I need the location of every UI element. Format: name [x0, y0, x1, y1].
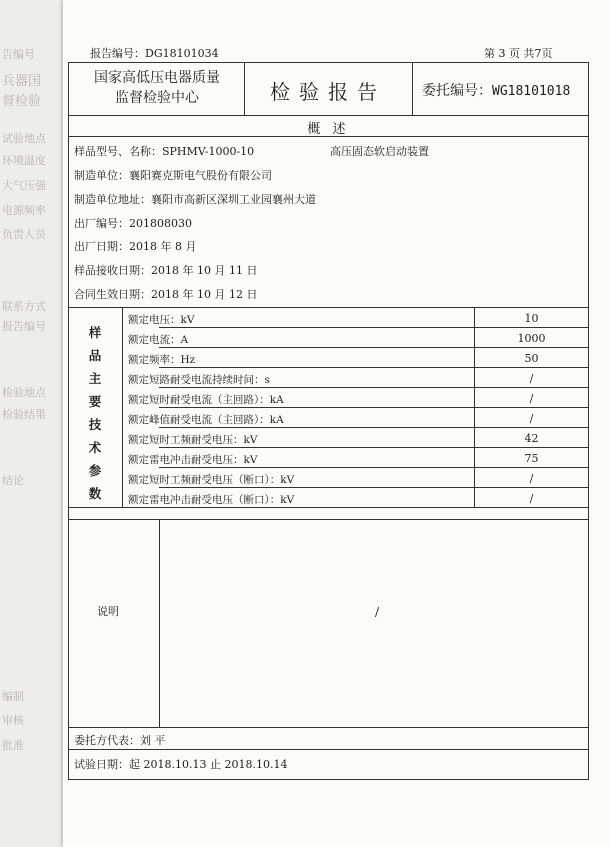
- param-value: /: [529, 392, 534, 405]
- serial-number-row: [74, 215, 192, 231]
- parameters-side-label: [85, 323, 105, 507]
- side-char: 技: [88, 417, 102, 432]
- manufacturer-row: [74, 167, 272, 183]
- manufacture-date-row: [74, 238, 196, 254]
- manufacturer-address-row: [74, 191, 316, 207]
- client-representative: [74, 732, 166, 748]
- underlying-text: 检验地点: [2, 386, 46, 399]
- underlying-text: 大气压强: [2, 179, 46, 192]
- commission-number: [422, 80, 570, 100]
- info-value: 2018 年 10 月 12 日: [151, 288, 258, 301]
- param-value: 42: [524, 432, 539, 445]
- receipt-date-row: [74, 262, 257, 278]
- param-name: 额定雷电冲击耐受电压：kV: [128, 454, 258, 466]
- info-label: 制造单位地址：: [74, 193, 151, 206]
- test-date-value: 起 2018.10.13 止 2018.10.14: [129, 758, 288, 771]
- info-label: 出厂日期：: [74, 240, 129, 253]
- org-line-2: 监督检验中心: [115, 90, 199, 106]
- param-value: /: [529, 412, 534, 425]
- representative-value: 刘 平: [140, 734, 166, 747]
- info-value: 襄阳赛克斯电气股份有限公司: [129, 169, 272, 182]
- underlying-text: 报告编号: [2, 320, 46, 333]
- param-value: 10: [524, 312, 539, 325]
- param-value: /: [529, 472, 534, 485]
- info-label: 合同生效日期：: [74, 288, 151, 301]
- info-value: 襄阳市高新区深圳工业园襄州大道: [151, 193, 316, 206]
- underlying-text: 联系方式: [2, 300, 46, 313]
- info-value: 2018 年 10 月 11 日: [151, 264, 258, 277]
- underlying-text: 环境温度: [2, 154, 46, 167]
- test-dates: [74, 756, 287, 772]
- param-name: 额定短路耐受电流持续时间：s: [128, 374, 270, 386]
- underlying-text: 审核: [2, 714, 24, 727]
- param-name: 额定频率：Hz: [128, 354, 196, 366]
- report-page: [63, 0, 609, 847]
- info-value: SPHMV-1000-10: [162, 145, 255, 158]
- org-line-1: 国家高低压电器质量: [94, 70, 220, 86]
- param-value: /: [529, 372, 534, 385]
- underlying-text: 试验地点: [2, 132, 46, 145]
- info-label: 制造单位：: [74, 169, 129, 182]
- page-info: 第 3 页 共7页: [484, 47, 553, 60]
- report-title: 检验报告: [270, 80, 386, 104]
- side-char: 参: [88, 463, 102, 478]
- remarks-label: 说明: [97, 605, 119, 618]
- sample-name: 高压固态软启动装置: [330, 145, 429, 158]
- sample-model-row: [74, 143, 254, 159]
- param-name: 额定短时耐受电流（主回路）：kA: [128, 394, 284, 406]
- underlying-text: 编制: [2, 690, 24, 703]
- info-value: 201808030: [129, 217, 192, 230]
- param-value: 75: [524, 452, 539, 465]
- underlying-text: 检验结果: [2, 408, 46, 421]
- param-value: 50: [524, 352, 539, 365]
- issuing-organization: [73, 68, 241, 108]
- info-label: 样品接收日期：: [74, 264, 151, 277]
- underlying-text: 督检验: [2, 94, 42, 109]
- side-char: 品: [88, 348, 102, 363]
- underlying-text: 告编号: [2, 48, 35, 61]
- report-number: [90, 45, 219, 61]
- contract-date-row: [74, 286, 257, 302]
- commission-value: WG18101018: [492, 84, 571, 99]
- side-char: 数: [88, 486, 102, 501]
- underlying-text: 兵器国: [2, 74, 42, 89]
- side-char: 样: [88, 325, 102, 340]
- underlying-text: 负责人员: [2, 228, 46, 241]
- param-name: 额定雷电冲击耐受电压（断口）：kV: [128, 494, 295, 506]
- report-table: [68, 62, 589, 780]
- overview-heading: 概 述: [307, 122, 350, 137]
- param-value: /: [529, 492, 534, 505]
- side-char: 术: [88, 440, 102, 455]
- param-name: 额定电流：A: [128, 334, 189, 346]
- report-number-value: DG18101034: [145, 47, 219, 60]
- report-number-label: 报告编号：: [90, 47, 145, 60]
- info-label: 出厂编号：: [74, 217, 129, 230]
- info-label: 样品型号、名称：: [74, 145, 162, 158]
- test-date-label: 试验日期：: [74, 758, 129, 771]
- underlying-text: 结论: [2, 474, 24, 487]
- representative-label: 委托方代表：: [74, 734, 140, 747]
- param-name: 额定电压：kV: [128, 314, 195, 326]
- commission-label: 委托编号：: [422, 83, 492, 99]
- param-value: 1000: [517, 332, 546, 345]
- info-value: 2018 年 8 月: [129, 240, 197, 253]
- param-name: 额定短时工频耐受电压（断口）：kV: [128, 474, 295, 486]
- param-name: 额定峰值耐受电流（主回路）：kA: [128, 414, 284, 426]
- param-name: 额定短时工频耐受电压：kV: [128, 434, 258, 446]
- remarks-value: /: [375, 605, 380, 619]
- side-char: 要: [88, 394, 102, 409]
- underlying-text: 批准: [2, 739, 24, 752]
- underlying-text: 电源频率: [2, 204, 46, 217]
- side-char: 主: [88, 371, 102, 386]
